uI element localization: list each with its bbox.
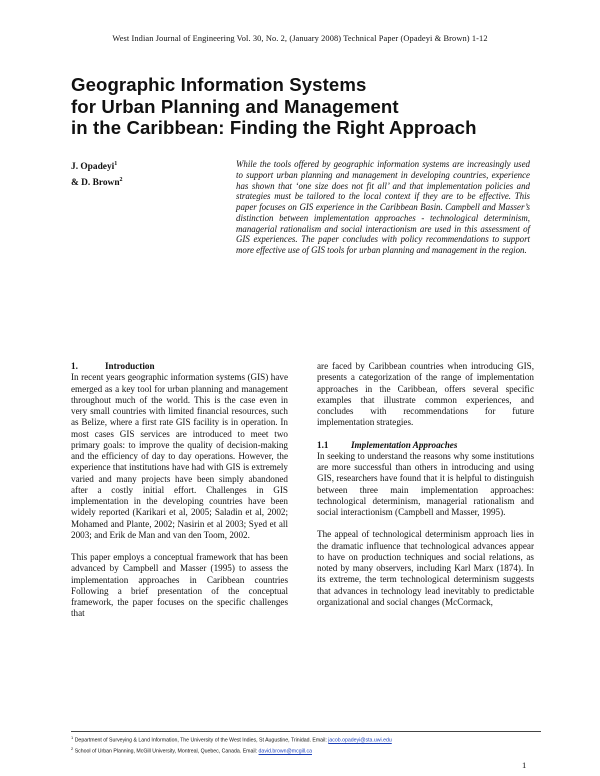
author-footnote-mark: 2 [119,176,123,183]
footnote-2: $^2$ School of Urban Planning, McGill University, Montreal, Quebec, Canada. Email: david.brown@mcgill.ca [71,746,312,755]
running-header: West Indian Journal of Engineering Vol. 30, No. 2, (January 2008) Technical Paper (Opadeyi & Brown) 1-12 [112,34,488,43]
email-link[interactable]: jacob.opadeyi@sta.uwi.edu [328,737,392,744]
left-column [71,361,288,620]
abstract: While the tools offered by geographic information systems are increasingly used to support urban planning and management in developing countries, experience has shown that ‘one size does not fit all’ and that implementation policies and strategies must be tailored to the local context if they are to be effective. This paper focuses on GIS experience in the Caribbean Basin. Campbell and Masser’s distinction between implementation approaches - technological determinism, managerial rationalism and social interactionism are used in this assessment of GIS experiences. The paper concludes with policy recommendations to support more effective use of GIS tools for urban planning and management in the region. [236,159,530,255]
author-list [71,158,123,189]
implementation-paragraph-1: In seeking to understand the reasons why some institutions are more successful than others in introducing and using GIS, researchers have found that it is helpful to distinguish between three main implementation approaches: technological determinism, managerial rationalism and social interactionism (Campbell and Masser, 1995). [317,450,534,517]
author-footnote-mark: 1 [114,161,118,167]
implementation-paragraph-2: The appeal of technological determinism approach lies in the dramatic influence that technological advances appear to have on production techniques and social relations, as noted by many observers, including Karl Marx (1874). In its extreme, the term technological determinism suggests that advances in technology lead inevitably to predictable organizational and social changes (McCormack, [317,529,534,607]
footnote-1: $^1$ Department of Surveying & Land Information, The University of the West Indies, St Augustine, Trinidad. Email: jacob.opadeyi@sta.uwi.edu [71,735,392,744]
page-number: 1 [522,760,527,770]
right-column [317,361,534,608]
email-link[interactable]: david.brown@mcgill.ca [258,748,312,755]
subsection-heading-implementation: 1.1 Implementation Approaches [317,439,458,450]
intro-paragraph-2: This paper employs a conceptual framework that has been advanced by Campbell and Masser (1995) to assess the implementation approaches in Caribbean countries Following a brief presentation of the conceptual framework, the paper focuses on the specific challenges that [71,552,288,619]
intro-paragraph-2-continued: are faced by Caribbean countries when introducing GIS, presents a categorization of the range of implementation approaches in the Caribbean, offers several specific examples that illustrate common experiences, and concludes with recommendations for future implementation strategies. [317,361,534,428]
intro-paragraph-1: In recent years geographic information systems (GIS) have emerged as a key tool for urban planning and management throughout much of the world. This is the case even in very small countries with limited financial resources, such as Belize, where a first rate GIS facility is in operation. In most cases GIS services are introduced to meet two primary goals: to improve the quality of decision-making and the efficiency of day to day operations. However, the experience that institutions have had with GIS is extremely varied and many projects have been simply abandoned after a costly initial effort. Challenges in GIS implementation in the developing countries have been widely reported (Karikari et al, 2005; Saladin et al, 2002; Mohamed and Plante, 2002; Nasirin et al 2003; Syed et all 2003; and Erik de Man and van den Toom, 2002. [71,372,288,540]
paper-title [71,74,551,139]
title-line: for Urban Planning and Management [71,95,399,117]
footnotes [71,731,541,756]
section-heading-introduction: 1. Introduction [71,361,155,371]
author-2: & D. Brown$^2$ [71,176,123,188]
author-1: J. Opadeyi$^1$ [71,161,118,173]
title-line: Geographic Information Systems [71,74,367,95]
title-line: in the Caribbean: Finding the Right Approach [71,117,477,138]
